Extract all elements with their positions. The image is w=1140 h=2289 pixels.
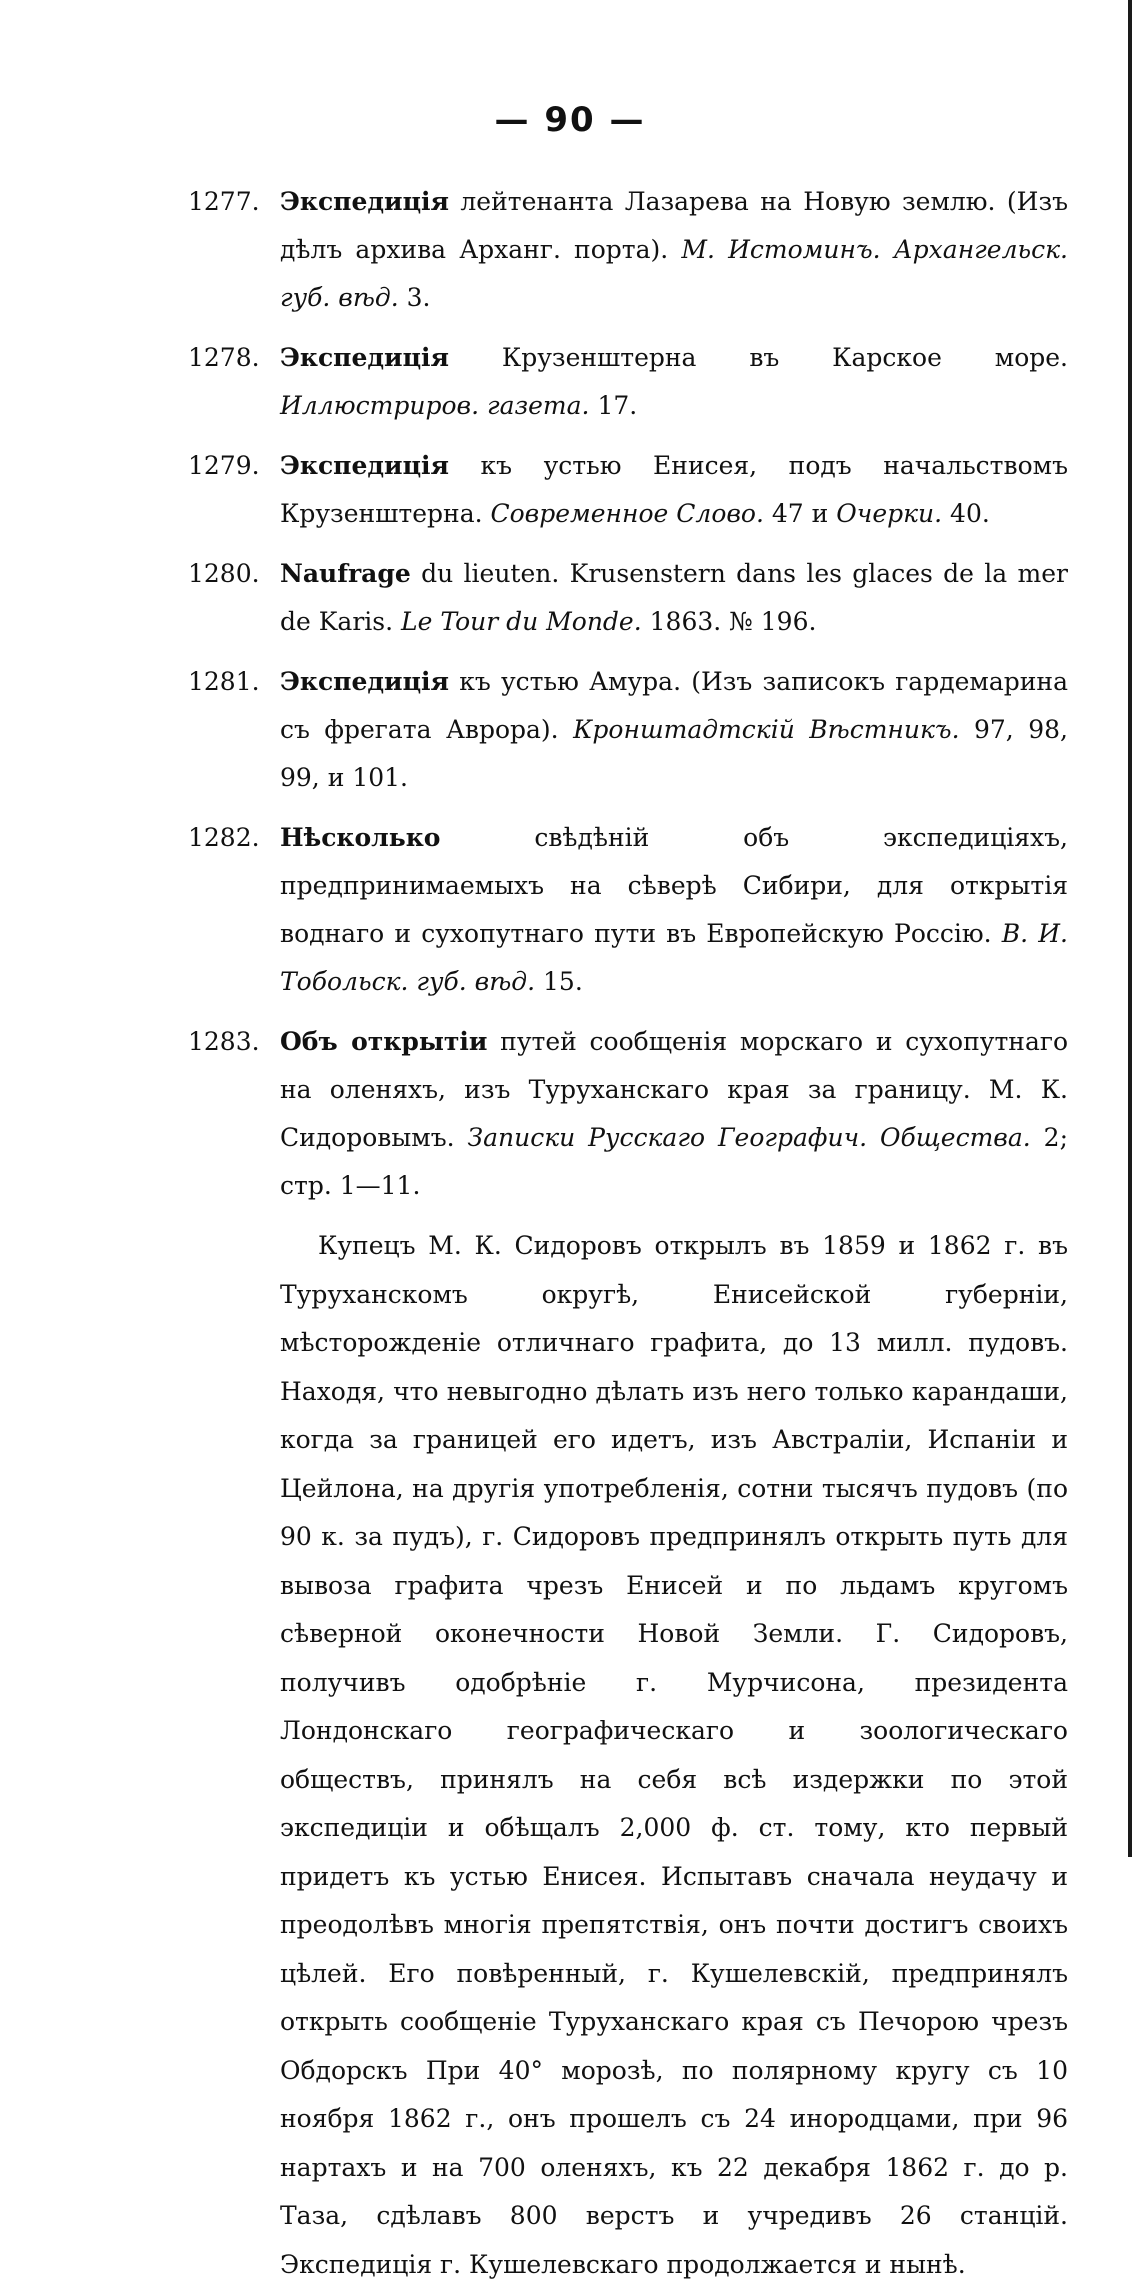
page-number: — 90 — xyxy=(494,100,646,140)
entry-source: Le Tour du Monde. xyxy=(401,607,642,636)
bibliography-entry-1282 xyxy=(188,814,1068,1006)
entry-number: 1280. xyxy=(188,559,260,588)
bibliography-entry-1281 xyxy=(188,658,1068,802)
entry-source: Архангельск. губ. вѣд. xyxy=(280,235,1068,312)
bibliography-entry-1279 xyxy=(188,442,1068,538)
bibliography-entry-1280 xyxy=(188,550,1068,646)
entry-number: 1277. xyxy=(188,187,260,216)
entry-tail: 2; стр. 1—11. xyxy=(280,1123,1068,1200)
entry-heading: Нѣсколько xyxy=(280,823,441,852)
bibliography-entry-1277 xyxy=(188,178,1068,322)
entry-source-separator xyxy=(881,235,894,264)
entry-tail: 1863. № 196. xyxy=(641,607,817,636)
entry-text: du lieuten. Krusenstern dans les glaces de la mer de Karis. xyxy=(280,559,1068,636)
entry-source-author: В. И. xyxy=(1001,919,1068,948)
bibliography-entry-1283 xyxy=(188,1018,1068,1210)
entry-text: лейтенанта Лазарева на Новую землю. (Изъ дѣлъ архива Арханг. порта). xyxy=(280,187,1068,264)
entry-text: къ устью Амура. (Изъ записокъ гардемарина съ фрегата Аврора). xyxy=(280,667,1068,744)
bibliography-list xyxy=(188,178,1068,2289)
note-paragraph: Купецъ М. К. Сидоровъ открылъ въ 1859 и 1862 г. въ Туруханскомъ округѣ, Енисейской губерніи, мѣсторожденіе отличнаго графита, до 13 милл. пудовъ. Находя, что невыгодно дѣлать изъ него только карандаши, когда за границей его идетъ, изъ Австраліи, Испаніи и Цейлона, на другія употребленія, сотни тысячъ пудовъ (по 90 к. за пудъ), г. Сидоровъ предпринялъ открыть путь для вывоза графита чрезъ Енисей и по льдамъ кругомъ сѣверной оконечности Новой Земли. Г. Сидоровъ, получивъ одобрѣніе г. Мурчисона, президента Лондонскаго географическаго и зоологическаго обществъ, принялъ на себя всѣ издержки по этой экспедиціи и обѣщалъ 2,000 ф. ст. тому, кто первый придетъ къ устью Енисея. Испытавъ сначала неудачу и преодолѣвъ многія препятствія, онъ почти достигъ своихъ цѣлей. Его повѣренный, г. Кушелевскій, предпринялъ открыть сообщеніе Туруханскаго края съ Печорою чрезъ Обдорскъ При 40° морозѣ, по полярному кругу съ 10 ноября 1862 г., онъ прошелъ съ 24 инородцами, при 96 нартахъ и на 700 оленяхъ, къ 22 декабря 1862 г. до р. Таза, сдѣлавъ 800 верстъ и учредивъ 26 станцій. Экспедиція г. Кушелевскаго продолжается и нынѣ. xyxy=(280,1231,1068,2279)
entry-heading: Экспедиція xyxy=(280,667,450,696)
entry-source: Иллюстриров. газета. xyxy=(280,391,590,420)
entry-source: Очерки. xyxy=(836,499,943,528)
entry-source: Кронштадтскій Вѣстникъ. xyxy=(573,715,960,744)
sidorov-note xyxy=(280,1222,1068,2289)
entry-heading: Экспедиція xyxy=(280,187,450,216)
entry-number: 1279. xyxy=(188,451,260,480)
entry-source: Записки Русскаго Географич. Общества. xyxy=(467,1123,1031,1152)
entry-text: путей сообщенія морскаго и сухопутнаго на оленяхъ, изъ Туруханскаго края за границу. М. К. Сидоровымъ. xyxy=(280,1027,1069,1152)
entry-heading: Экспедиція xyxy=(280,343,450,372)
entry-source: Тобольск. губ. вѣд. xyxy=(280,967,536,996)
entry-number: 1282. xyxy=(188,823,260,852)
entry-text: Крузенштерна въ Карское море. xyxy=(449,343,1068,372)
entry-heading: Naufrage xyxy=(280,559,411,588)
entry-number: 1281. xyxy=(188,667,260,696)
entry-source-separator: 47 и xyxy=(763,499,837,528)
entry-text: свѣдѣній объ экспедиціяхъ, предпринимаемыхъ на сѣверѣ Сибири, для открытія воднаго и сухопутнаго пути въ Европейскую Россію. xyxy=(280,823,1068,948)
bibliography-entry-1278 xyxy=(188,334,1068,430)
entry-text: къ устью Енисея, подъ начальствомъ Крузенштерна. xyxy=(280,451,1068,528)
page-edge-rule xyxy=(1128,0,1132,1857)
entry-tail: 3. xyxy=(398,283,431,312)
entry-number: 1283. xyxy=(188,1027,260,1056)
entry-number: 1278. xyxy=(188,343,260,372)
entry-tail: 97, 98, 99, и 101. xyxy=(280,715,1068,792)
entry-tail: 15. xyxy=(535,967,583,996)
entry-heading: Экспедиція xyxy=(280,451,450,480)
entry-source-author: Современное Слово. xyxy=(490,499,764,528)
entry-heading: Объ открытіи xyxy=(280,1027,488,1056)
entry-tail: 17. xyxy=(589,391,638,420)
entry-tail: 40. xyxy=(942,499,990,528)
entry-source-author: М. Истоминъ. xyxy=(681,235,881,264)
